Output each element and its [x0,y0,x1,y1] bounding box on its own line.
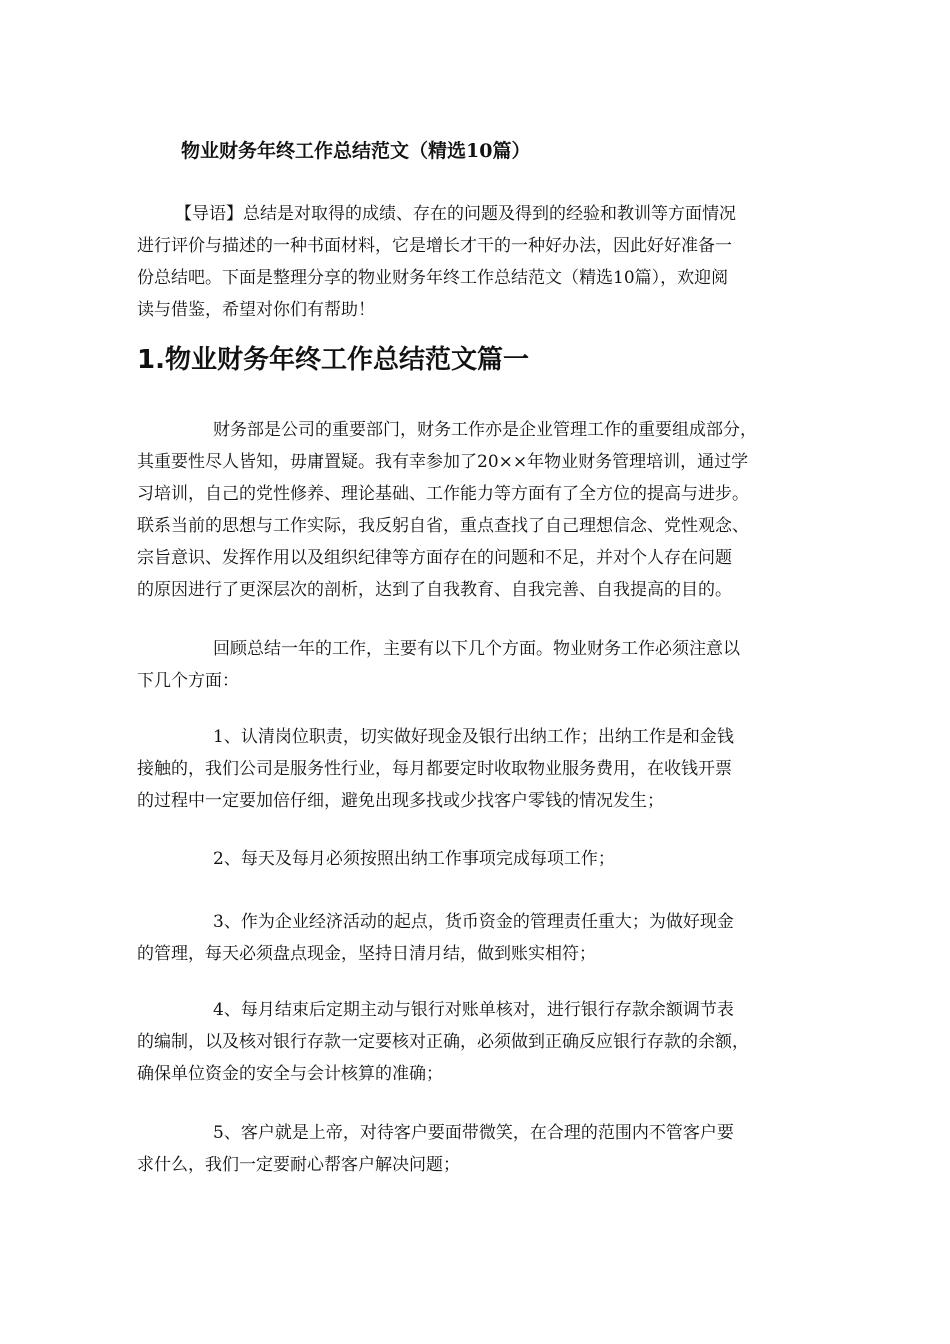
paragraph-line: 的原因进行了更深层次的剖析，达到了自我教育、自我完善、自我提高的目的。 [137,580,732,600]
paragraph-line: 的管理，每天必须盘点现金，坚持日清月结，做到账实相符； [137,944,596,964]
paragraph-line: 宗旨意识、发挥作用以及组织纪律等方面存在的问题和不足，并对个人存在问题 [137,548,732,568]
paragraph-line: 其重要性尽人皆知，毋庸置疑。我有幸参加了20××年物业财务管理培训，通过学 [137,452,749,472]
paragraph-line: 回顾总结一年的工作，主要有以下几个方面。物业财务工作必须注意以 [213,639,740,659]
paragraph-line: 的编制，以及核对银行存款一定要核对正确，必须做到正确反应银行存款的余额， [137,1032,749,1052]
document-title: 物业财务年终工作总结范文（精选10篇） [181,140,531,162]
section-heading: 1.物业财务年终工作总结范文篇一 [137,345,529,375]
body-paragraph-3 [137,721,817,817]
paragraph-line: 财务部是公司的重要部门，财务工作亦是企业管理工作的重要组成部分， [213,420,757,440]
paragraph-line: 下几个方面： [137,671,239,691]
body-paragraph-7 [137,1117,817,1181]
intro-paragraph [137,198,817,326]
paragraph-line: 1、认清岗位职责，切实做好现金及银行出纳工作；出纳工作是和金钱 [213,727,734,747]
intro-line: 【导语】总结是对取得的成绩、存在的问题及得到的经验和教训等方面情况 [175,204,736,224]
paragraph-line: 2、每天及每月必须按照出纳工作事项完成每项工作； [213,849,615,869]
paragraph-line: 5、客户就是上帝，对待客户要面带微笑，在合理的范围内不管客户要 [213,1123,734,1143]
body-paragraph-6 [137,994,817,1090]
paragraph-line: 4、每月结束后定期主动与银行对账单核对，进行银行存款余额调节表 [213,1000,734,1020]
intro-line: 进行评价与描述的一种书面材料，它是增长才干的一种好办法，因此好好准备一 [137,236,732,256]
paragraph-line: 接触的，我们公司是服务性行业，每月都要定时收取物业服务费用，在收钱开票 [137,759,732,779]
paragraph-line: 确保单位资金的安全与会计核算的准确； [137,1064,443,1084]
intro-line: 读与借鉴，希望对你们有帮助！ [137,300,375,320]
paragraph-line: 求什么，我们一定要耐心帮客户解决问题； [137,1155,460,1175]
paragraph-line: 的过程中一定要加倍仔细，避免出现多找或少找客户零钱的情况发生； [137,791,664,811]
body-paragraph-5 [137,906,817,970]
body-paragraph-4 [137,843,817,875]
body-paragraph-2 [137,633,817,697]
paragraph-line: 习培训，自己的党性修养、理论基础、工作能力等方面有了全方位的提高与进步。 [137,484,749,504]
intro-line: 份总结吧。下面是整理分享的物业财务年终工作总结范文（精选10篇），欢迎阅 [137,268,729,288]
body-paragraph-1 [137,414,817,606]
paragraph-line: 3、作为企业经济活动的起点，货币资金的管理责任重大；为做好现金 [213,912,734,932]
paragraph-line: 联系当前的思想与工作实际，我反躬自省，重点查找了自己理想信念、党性观念、 [137,516,749,536]
